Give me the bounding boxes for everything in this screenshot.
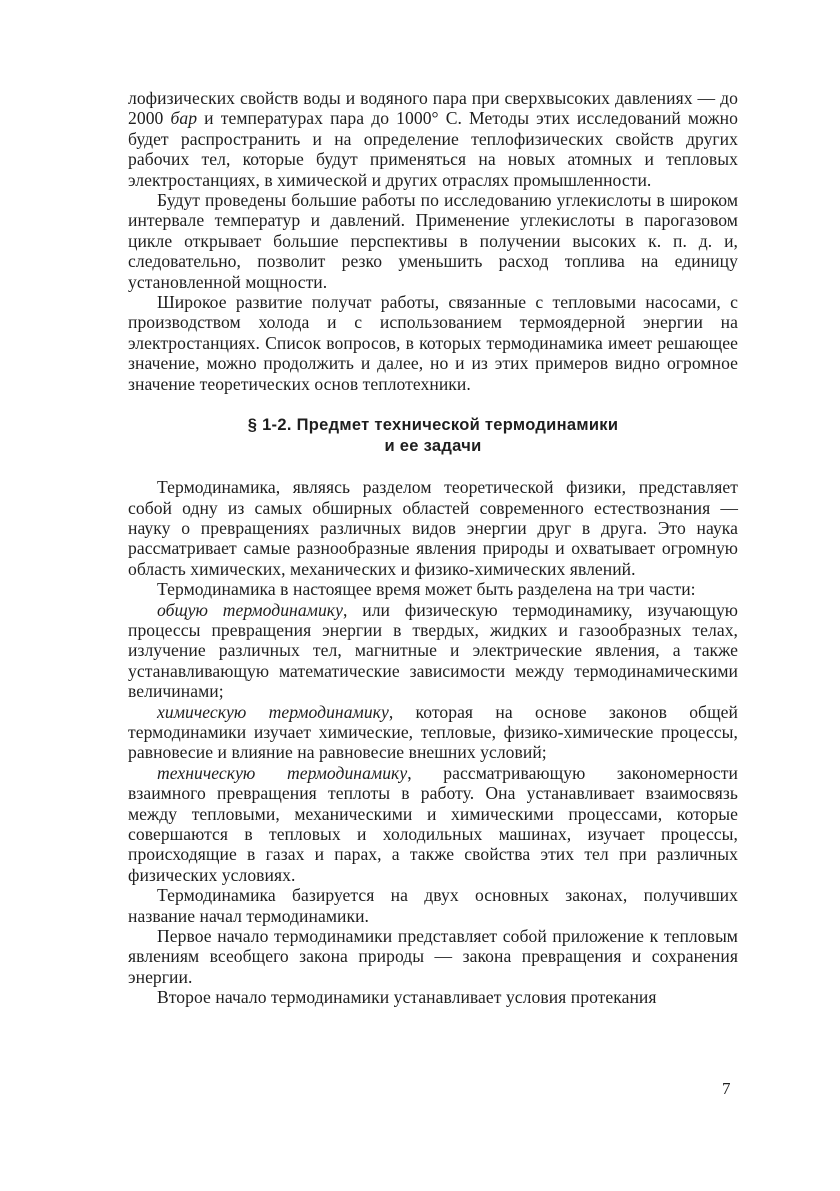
section-heading-line1: § 1-2. Предмет технической термодинамики <box>247 416 619 435</box>
section-heading-line2: и ее задачи <box>384 437 482 456</box>
paragraph-laws: Термодинамика базируется на двух основных законах, получивших название начал термодинамики. <box>128 885 738 926</box>
term-chemical: химическую термодинамику <box>157 701 389 722</box>
paragraph-text: , или физическую термодинамику, изучающую процессы превращения энергии в твердых, жидких и газообразных телах, излучение различных тел, магнитные и электрические явления, а также устанавливающую математические зависимости между термодинамическими величинами; <box>128 599 738 702</box>
paragraph-text: лофизических свойств воды и водяного пара при сверхвысоких давлениях — до 2000 <box>128 88 738 129</box>
paragraph-text: , которая на основе законов общей термодинамики изучает химические, тепловые, физико-химические процессы, равновесие и влияние на равновесие внешних условий; <box>128 701 738 763</box>
paragraph-technical-thermo <box>128 763 738 885</box>
paragraph-intro: Термодинамика, являясь разделом теоретической физики, представляет собой одну из самых обширных областей современного естествознания — науку о превращениях различных видов энергии друг в друга. Это наука рассматривает самые разнообразные явления природы и охватывает огромную область химических, механических и физико-химических явлений. <box>128 477 738 579</box>
paragraph-parts-intro: Термодинамика в настоящее время может быть разделена на три части: <box>157 579 696 600</box>
document-page <box>128 88 738 1008</box>
term-technical: техническую термодинамику <box>157 762 408 783</box>
paragraph-carbon-dioxide: Будут проведены большие работы по исследованию углекислоты в широком интервале температур и давлений. Применение углекислоты в парогазовом цикле открывает большие перспективы в получении высоких к. п. д. и, следовательно, позволит резко уменьшить расход топлива на единицу установленной мощности. <box>128 190 738 292</box>
paragraph-text: и температурах пара до 1000° С. Методы этих исследований можно будет распространить и на определение теплофизических свойств других рабочих тел, которые будут применяться на новых атомных и тепловых электростанциях, в химической и других отраслях промышленности. <box>128 108 738 190</box>
page-number: 7 <box>722 1079 731 1098</box>
section-heading <box>128 415 738 457</box>
paragraph-text: , рассматривающую закономерности взаимного превращения теплоты в работу. Она устанавливает взаимосвязь между тепловыми, механическими и химическими процессами, которые совершаются в тепловых и холодильных машинах, изучает процессы, происходящие в газах и парах, а также свойства этих тел при различных физических условиях. <box>128 762 738 885</box>
paragraph-chemical-thermo <box>128 702 738 763</box>
unit-bar: бар <box>170 108 198 129</box>
term-general: общую термодинамику <box>157 599 343 620</box>
paragraph-first-law: Первое начало термодинамики представляет собой приложение к тепловым явлениям всеобщего закона природы — закона превращения и сохранения энергии. <box>128 926 738 987</box>
paragraph-heat-pumps: Широкое развитие получат работы, связанные с тепловыми насосами, с производством холода и с использованием термоядерной энергии на электростанциях. Список вопросов, в которых термодинамика имеет решающее значение, можно продолжить и далее, но и из этих примеров видно огромное значение теоретических основ теплотехники. <box>128 292 738 394</box>
paragraph-general-thermo <box>128 600 738 702</box>
paragraph-continued <box>128 88 738 190</box>
paragraph-second-law: Второе начало термодинамики устанавливает условия протекания <box>157 987 657 1008</box>
